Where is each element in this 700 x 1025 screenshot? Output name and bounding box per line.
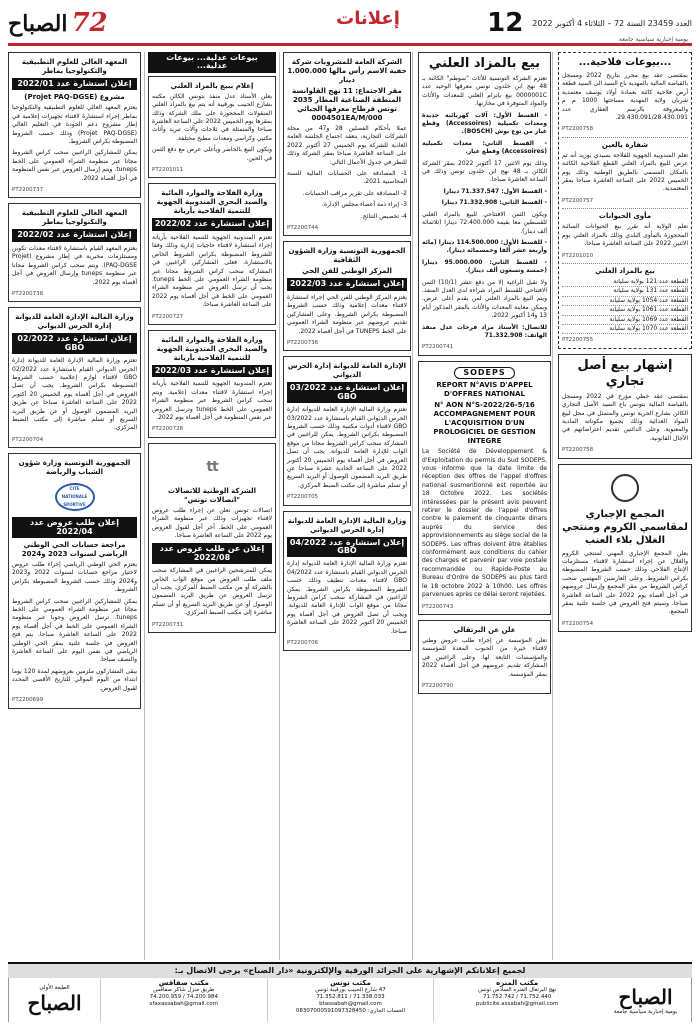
ads-columns [8, 52, 692, 960]
ad-ref: PT2200757 [562, 197, 594, 204]
ad-ref: PT2200738 [12, 290, 44, 297]
ad-text: اتصالات تونس تعلن عن إجراء طلب عروض لاقتناء تجهيزات وذلك عبر منظومة الشراء العمومي على الخط. آخر أجل لقبول العروض يوم 2022 على الساعة العاشرة صباحا. [152, 506, 272, 539]
ad-banner: إعلان استشارة عدد 2022/02 [152, 218, 272, 230]
header-left [486, 8, 692, 38]
sodeps-logo: SODEPS [454, 367, 514, 379]
header-rule [8, 43, 692, 46]
ad-text: ولا تقبل الراغبة إلا من دفع عشر (10/1) الثمن الافتتاحي للقسط المراد شراءه لدى العدل المنفذ. ويتم البيع بالمزاد العلني لمن يقدم أعلى عرض. ويمكن معاينة المعدات والأثاث بالمقر المذكور أيام 13 و14 أكتوبر 2022. [422, 278, 547, 320]
ad-subtitle: N° AON N°S-2022/26-5/16 ACCOMPAGNEMENT POUR L'ACQUISITION D'UN PROLOGICIEL DE GESTION INTEGRE [433, 401, 536, 446]
ad-title: ...بيوعات فلاحية... [578, 57, 672, 68]
ad-text: - للقسط الأول: 114.500.000 دينارا (مائة وأربعة عشر ألفا وخمسمائة دينار). [422, 238, 547, 255]
ad-box [8, 203, 141, 302]
footer-logo-name: الصباح [27, 991, 82, 1015]
ad-box [418, 620, 551, 694]
ad-title: الشركة العامة للمشروبات شركة خفية الاسم رأس مالها 1.000.000 دينار [287, 58, 407, 84]
office-address: طريق منزل شاكر صفاقس [153, 987, 215, 993]
ad-text: تعتزم وزارة المالية الإدارة العامة للديوانة إدارة الحرس الديواني القيام باستشارة عدد 02/2022 GBO لاقتناء لوازم إعلامية حسب الشروط المضبوطة بكراس الشروط. يجب أن تصل العروض في أجل أقصاه يوم الخميس 20 أكتوبر 2022 على الساعة العاشرة صباحا عن طريق البريد المضمون الوصول أو عن طريق البريد السريع أو تسلم مباشرة إلى مكتب الضبط المركزي. [12, 357, 137, 432]
column-agricultural-sales [558, 52, 692, 960]
ad-banner: إعلان طلب عروض عدد 2022/04 [12, 517, 137, 538]
ad-ref: PT2200704 [12, 436, 44, 443]
ad-ref: PT2200744 [287, 225, 319, 232]
tunisie-telecom-logo-icon: tt [206, 458, 218, 475]
office-phone: 71.752.742 / 71.752.440 [482, 994, 552, 1000]
ad-text: بمقتضى عقد بيع محرر بتاريخ 2022 ومسجل بالقباضة المالية بالمهدية باع السيد الى السيد قطعة أرض فلاحية كائنة بعمادة أولاد يوسف معتمدية شربان ولاية المهدية مساحتها 1000 م م والمعروفة بالرسم العقاري عدد 29.430.091/28.430.091. [562, 72, 688, 122]
ad-text: يمكن للمشاركين الراغبين سحب كراس الشروط مجانا عبر منظومة الشراء العمومي على الخط tuneps. ويتم إرسال العروض عبر نفس المنظومة في أجل أقصاه 2022. [12, 149, 137, 182]
ad-box [558, 464, 692, 633]
ad-text: يعلن المجمع الإجباري المهني لمنتجي الكروم والغلال عن إجراء استشارة لاقتناء مستلزمات الإنتاج الفلاحي وذلك حسب الشروط المضبوطة بكراس الشروط. وعلى العارضين المهتمين سحب كراس الشروط من مقر المجمع وإرسال عروضهم في أجل أقصاه يوم 2022 على الساعة العاشرة صباحا. وسيتم فتح العروض في جلسة علنية بمقر المجمع. [562, 549, 688, 616]
ad-ref: PT2200736 [287, 339, 319, 346]
ad-text: تعتزم المندوبية الجهوية للتنمية الفلاحية بأريانة إجراء استشارة لاقتناء معدات إعلامية. ويتم سحب كراس الشروط عبر منظومة الشراء العمومي على الخط tuneps وترسل العروض عبر نفس المنظومة في أجل أقصاه يوم 2022. [152, 380, 272, 421]
ad-ref: PT2200754 [562, 620, 594, 627]
ad-text: ويكون البيع بالحاضر وبأعلى عرض مع دفع الثمن في الحين. [152, 146, 272, 162]
ad-text: - القسط الثاني: 71.332.908 دينارا [441, 199, 547, 207]
ad-box [8, 52, 141, 198]
ad-text: 2- المصادقة على تقرير مراقب الحسابات. [302, 189, 407, 197]
office-phone: 71.352.811 / 71.338.033 [316, 994, 385, 1000]
ad-text: عملا بأحكام الفصلين 28 و47 من مجلة الشركات التجارية، ينعقد اجتماع الجلسة العامة العادية للشركة يوم الخميس 27 أكتوبر 2022 على الساعة العاشرة صباحا بمقر الشركة وذلك للنظر في جدول الأعمال التالي: [287, 125, 408, 166]
list-item: القطعة عدد 1054 بولاية سليانة [562, 297, 688, 306]
list-item: القطعة عدد 131 بولاية سليانة [562, 287, 688, 296]
ad-text: تعلم المندوبية الجهوية للفلاحة بسيدي بوزيد أنه تم عرض للبيع بالمزاد العلني القطع الفلاحية الكائنة بالمكان المسمى بالطريق الوطنية وذلك يوم الخميس 2022 على الساعة العاشرة صباحا بمقر المعتمدية. [562, 151, 688, 193]
ad-title: المجمع الإجباري لمقاسمي الكروم ومنتجي الغلال بلاء العنب [562, 508, 688, 546]
ad-text: وذلك يوم الاثنين 17 أكتوبر 2022 بمقر الشركة الكائن بـ 48 نهج ابن خلدون تونس وذلك في الساعة العاشرة صباحا. [422, 159, 548, 184]
ad-text: - القسط الأول: آلات كهربائية جديدة ومعدات تكميلية (Accessoires) وقطع غيار من نوع بوش (BOSCH). [422, 111, 547, 136]
logo-number: 72 [71, 8, 108, 38]
logo-area [422, 367, 547, 379]
footer-banner: لجميع إعلاناتكم الإشهارية على الجرائد الورقية والإلكترونية «دار الصباح» يرجى الاتصال بـ: [8, 964, 692, 978]
ad-text: La Société de Développement & d'Exploitation du permis du Sud SODEPS, vous informe que la date limite de réception des offres de l'appel d'offres national susmentionné est reportée au 18 Octobre 2022. Les sociétés intéressées par le présent avis peuvent retirer le dossier de l'appel d'offres contre le paiement de cinquante dinars auprès du service des approvisionnements au siège social de la SODEPS. Les offres doivent être établies conformément aux conditions du cahier des charges et parvenir par voie postale recommandée ou Rapide-Poste au Bureau d'Ordre de SODEPS au plus tard le 18 octobre 2022 à 10h00. Les offres parvenues après ce délai seront rejetées. [422, 448, 547, 599]
ad-ref: PT2200758 [562, 126, 594, 133]
ad-title: الإدارة العامة للديوانة إدارة الحرس الديواني [287, 362, 407, 380]
ad-text: تعلن المؤسسة عن إجراء طلب عروض وطني لاقتناء خيرة من الحبوب المعدة للمؤسسة والمؤسسات التابعة لها. وعلى الراغبين في المشاركة تقديم عروضهم في أجل أقصاه 2022 بمقر المؤسسة. [422, 636, 547, 678]
office-title: مكتب المنزه [496, 979, 539, 987]
ad-box [283, 511, 411, 652]
ad-box [418, 361, 551, 615]
ad-title: REPORT N°AVIS D'APPEL D'OFFRES NATIONAL [436, 381, 533, 399]
ad-ref: PT2200705 [287, 494, 319, 501]
divider [562, 137, 688, 138]
logo-text: CITE NATIONALE SPORTIVE [61, 485, 88, 508]
ad-ref: PT2200758 [562, 447, 594, 454]
ad-text: ويكون الثمن الافتتاحي للبيع بالمزاد العلني للقسطين معا بقيمة 72.400.000 دينارا (ثلاثمائة ألف دينار). [422, 210, 547, 235]
office-block [433, 978, 600, 1022]
ad-banner: إعلان عن طلب عروض عدد 2022/08 [152, 543, 272, 564]
ad-title: الجمهورية التونسية وزارة شؤون الشباب والرياضة [18, 459, 131, 477]
logo-tagline: يومية إخبارية سياسية جامعة [618, 36, 688, 43]
ad-text: - للقسط الثاني: 95.000.000 دينارا (خمسة وتسعون ألف دينار). [422, 258, 548, 275]
ad-text: يمكن للمترشحين الراغبين في المشاركة سحب ملف طلب العروض من موقع الواب الخاص بالشركة أو من مكتب الضبط المركزي. يجب أن ترسل العروض عن طريق البريد المضمون الوصول أو عن طريق البريد السريع أو أن تسلم مباشرة إلى مكتب الضبط المركزي. [152, 567, 272, 617]
ad-text: بمقتضى عقد خطي مؤرخ في 2022 ومسجل بالقباضة المالية بتونس باع السيد الأصل التجاري الكائن بشارع الحرية تونس والمتمثل في محل لبيع المواد الغذائية وذلك بجميع مكوناته المادية والمعنوية. وعلى الدائنين تقديم اعتراضاتهم في الآجال القانونية. [562, 392, 688, 442]
divider [562, 208, 688, 209]
ad-text: يمكن للمشاركين الراغبين سحب كراس الشروط مجانا عبر منظومة الشراء العمومي على الخط tuneps. ترسل العروض وجوبا عبر منظومة الشراء العمومي على الخط في أجل أقصاه يوم 2022 على الساعة العاشرة صباحا. يتم فتح العروض في جلسة علنية بمقر الحي الوطني الرياضي في نفس اليوم على الساعة العاشرة والنصف صباحا. [12, 597, 137, 664]
ad-text: يعتزم المعهد العالي للعلوم التطبيقية والتكنولوجيا بماطر إجراء استشارة لاقتناء تجهيزات إعلامية في إطار مشروع دعم الجودة في التعليم العالي (Projet PAQ-DGSE) وذلك حسب الشروط المضبوطة بكراس الشروط. [12, 104, 138, 146]
logo-area [12, 479, 137, 515]
list-item: القطعة عدد 1061 بولاية سليانة [562, 306, 688, 315]
footer-logo-secondary [8, 978, 100, 1022]
bank-account: الحساب الجاري: 08307000591097328450 [295, 1008, 406, 1014]
issue-meta: العدد 23459 السنة 72 – الثلاثاء 4 أكتوبر 2022 [532, 18, 692, 28]
section-banner: بيوعات عدلية... بيوعات عدلية... [148, 52, 276, 73]
ad-box [8, 453, 141, 708]
ad-box [558, 52, 692, 349]
ad-ref: PT2200728 [152, 426, 184, 433]
ad-title: وزارة الفلاحة والموارد المائية والصيد البحري المندوبية الجهوية للتنمية الفلاحية بأريانة [156, 335, 268, 362]
list-item: القطعة عدد 1069 بولاية سليانة [562, 316, 688, 325]
list-item: القطعة عدد 1070 بولاية سليانة [562, 325, 688, 334]
footer-logo [600, 978, 692, 1022]
ad-ref: PT2200737 [12, 187, 44, 194]
ad-title: إعلام ببيع بالمزاد العلني [170, 81, 254, 90]
ad-banner: إعلان استشارة عدد 2022/02 [12, 229, 137, 241]
ad-ref: PT2200706 [287, 640, 319, 647]
ad-ref: PT2200731 [152, 621, 184, 628]
office-address: 47 شارع الحبيب بورقيبة تونس [315, 987, 386, 993]
ad-text: - القسط الثاني: معدات تكميلية (Accessoires) وقطع غيار. [422, 139, 547, 156]
ad-box [148, 330, 276, 438]
ad-box [148, 443, 276, 633]
ad-title: بيع بالمزاد العلني [428, 56, 541, 71]
column-tenders [8, 52, 141, 960]
page-number: 12 [487, 8, 524, 38]
ad-subtitle: شفارة بالعين [601, 140, 649, 149]
office-block [100, 978, 267, 1022]
ad-subtitle: بيع بالمزاد العلني [595, 266, 655, 275]
ad-banner: إعلان استشارة عدد 2022/03 [152, 365, 272, 377]
ad-text: يبقى المشاركون ملزمين بعروضهم لمدة 120 يوما ابتداء من اليوم الموالي للتاريخ الأقصى المحدد لقبول العروض. [12, 667, 138, 692]
emblem-icon [611, 474, 639, 502]
ad-ref: PT2200755 [562, 337, 594, 344]
ad-text: تعتزم الشركة التونسية للأثاث "سوطم" الكائنة بـ 48 نهج ابن خلدون تونس معرفها الوحيد عدد 0000001C بيع باتزام العلني للمعدات والأثاث والمواد المتوفرة في مخازنها. [422, 75, 547, 108]
ad-title: علن عن البرتقالي [453, 625, 516, 634]
ad-text: يعلن الأستاذ عدل منفذ بتونس الكائن مكتبه بشارع الحبيب بورقيبة أنه يتم بيع بالمزاد العلني المنقولات المحجوزة على ملك الشركة وذلك بمقرها يوم الخميس 2022 على الساعة العاشرة صباحا والمتمثلة في ثلاجات وآلات تبريد وأثاث مكتبي وكراسي ومعدات مطبخ مختلفة. [152, 92, 273, 142]
ad-box [148, 183, 276, 324]
ad-ref: PT2200743 [422, 603, 454, 610]
column-auction [418, 52, 551, 960]
ad-box [558, 354, 692, 459]
office-block [267, 978, 434, 1022]
ad-box [418, 52, 551, 356]
ad-subtitle: مشروع (Projet PAQ-DGSE) [24, 93, 125, 102]
ad-ref: PT2200699 [12, 697, 44, 704]
ad-title: الشركة الوطنية للاتصالات "اتصالات تونس" [167, 486, 256, 504]
cite-sportive-logo-icon [55, 483, 95, 511]
office-title: مكتب تونس [330, 979, 371, 987]
ad-text: تعتزم وزارة المالية الإدارة العامة للديوانة إدارة الحرس الديواني القيام باستشارة عدد 04/2022 GBO لاقتناء معدات تنظيف وذلك حسب الشروط المضبوطة بكراس الشروط. يمكن للراغبين في المشاركة سحب كراس الشروط مجانا من موقع الواب للإدارة العامة للديوانة. ويجب أن تصل العروض في أجل أقصاه يوم الخميس 20 أكتوبر 2022 على الساعة العاشرة صباحا. [287, 560, 407, 635]
ad-text: تعلم الولاية أنه تقرر بيع الحيوانات السائبة المحجوزة بالمأوى البلدي وذلك بالمزاد العلني يوم الاثنين 2022 على الساعة العاشرة صباحا. [562, 223, 688, 248]
page-header [8, 6, 692, 43]
ad-text: 1- المصادقة على الحسابات المالية للسنة المحاسبية 2021. [287, 170, 407, 186]
ad-title: المعهد العالي للعلوم التطبيقية والتكنولوجيا بماطر [21, 209, 128, 227]
list-item: القطعة عدد 121 بولاية سليانة [562, 278, 688, 287]
office-title: مكتب صفاقس [158, 979, 209, 987]
ad-title: إشهار بيع أصل تجاري [577, 357, 673, 389]
ad-box [8, 307, 141, 448]
divider [562, 263, 688, 264]
page-footer [8, 962, 692, 1020]
ad-text: - القسط الأول: 71.337.547 دينارا [443, 187, 547, 195]
ad-banner: إعلان استشارة عدد 04/2022 GBO [287, 537, 407, 558]
masthead-logo [8, 8, 108, 38]
ad-banner: إعلان استشارة عدد 02/2022 GBO [12, 333, 137, 354]
section-title: إعلانات [336, 8, 400, 29]
ad-text: يعتزم المركز الوطني للفن الحي إجراء استشارة لاقتناء معدات إعلامية وذلك حسب الشروط المضبوطة بكراس الشروط. وعلى المشاركين تقديم عروضهم عبر منظومة الشراء العمومي على الخط TUNEPS في أجل أقصاه 2022. [287, 293, 407, 335]
office-email[interactable]: btassabah@gmail.com [319, 1001, 382, 1007]
ad-title: الجمهورية التونسية وزارة الشؤون الثقافية [288, 247, 406, 265]
column-notices [283, 52, 411, 960]
ad-ref: PT2200727 [152, 313, 184, 320]
ad-text: يعتزم المعهد القيام باستشارة لاقتناء معدات تكوين ومستلزمات مخبرية في إطار مشروع (Projet PAQ-DGSE). ويتم سحب كراس الشروط مجانا عبر منظومة tuneps وإرسال العروض في أجل أقصاه يوم 2022. [12, 244, 137, 286]
office-phone: 74.200.959 / 74.200.984 [149, 994, 218, 1000]
logo-name: الصباح [8, 11, 68, 37]
logo-area [562, 470, 688, 506]
ad-text: يعتزم الحي الوطني الرياضي إجراء طلب عروض لاختيار مراجع حسابات لسنوات 2022 و2023 و2024 وذلك حسب الشروط المضبوطة بكراس الشروط. [12, 561, 137, 594]
footer-logo-name: الصباح [618, 985, 673, 1009]
office-email[interactable]: publicite.assabah@gmail.com [475, 1001, 559, 1007]
ad-text: 3- إبراء ذمة أعضاء مجلس الإدارة. [322, 201, 407, 209]
ad-text: 4- تخصيص النتائج. [360, 212, 407, 220]
column-judicial-sales [148, 52, 276, 960]
ad-ref: PT2200741 [422, 344, 454, 351]
logo-area [152, 449, 272, 485]
ad-contact: للاتصال: الأستاذ مراد فرحات عدل منفذ الهاتف: 71.332.908 [422, 323, 547, 339]
ad-title: وزارة الفلاحة والموارد المائية والصيد البحري المندوبية الجهوية للتنمية الفلاحية بأريانة [156, 189, 268, 216]
ad-subtitle: المركز الوطني للفن الحي [302, 267, 392, 276]
ad-banner: إعلان استشارة عدد 2022/01 [12, 78, 137, 90]
office-address: نهج البرتغال المنزه السادس تونس [478, 987, 557, 993]
ad-banner: إعلان استشارة عدد 2022/03 [287, 278, 407, 290]
ad-box [283, 356, 411, 505]
ad-ref: PT2200790 [422, 682, 454, 689]
ad-banner: إعلان استشارة عدد 03/2022 GBO [287, 382, 407, 403]
footer-body [8, 978, 692, 1022]
ad-box [283, 52, 411, 236]
ad-box [148, 76, 276, 179]
ad-title: المعهد العالي للعلوم التطبيقية والتكنولوجيا بماطر [21, 58, 128, 75]
ad-subtitle: مقر الاجتماع: 11 نهج القلوانسة المنطقة الصناعية المطار 2035 تونس قرطاج معرفها الجبائي 0004501EA/M/000 [292, 87, 402, 122]
ad-text: تعتزم المندوبية الجهوية للتنمية الفلاحية بأريانة إجراء استشارة لاقتناء حاجيات إدارية وذلك وفقا للشروط المضبوطة بكراس الشروط الخاص بالاستشارة. فعلى المشاركين الراغبين في المشاركة سحب كراس الشروط مجانا عبر منظومة الشراء العمومي على الخط tuneps. يجب أن ترسل العروض عبر منظومة الشراء العمومي على الخط في أجل أقصاه يوم 2022 على الساعة العاشرة صباحا. [152, 233, 272, 309]
ad-text: تعتزم وزارة المالية الإدارة العامة للديوانة إدارة الحرس الديواني القيام باستشارة عدد 03/2022 GBO لاقتناء أدوات مكتبية وذلك حسب الشروط المضبوطة بكراس الشروط. يمكن للراغبين في المشاركة سحب كراس الشروط مجانا من موقع الواب للإدارة العامة للديوانة. يجب أن تصل العروض في أجل أقصاه يوم الخميس 20 أكتوبر 2022 على الساعة الحادية عشرة صباحا عن طريق البريد المضمون الوصول أو البريد السريع أو تسلم مباشرة إلى مكتب الضبط المركزي. [287, 406, 408, 489]
office-email[interactable]: sfaxassabah@gmail.com [149, 1001, 219, 1007]
ad-subtitle: مراجعة حسابات الحي الوطني الرياضي لسنوات 2023 و2024 [21, 541, 128, 558]
ad-ref: PT2201011 [152, 167, 184, 174]
footer-logo-tagline: يومية إخبارية سياسية جامعة [613, 1009, 678, 1015]
ad-ref: PT2201010 [562, 252, 594, 259]
lot-list [562, 278, 688, 334]
ad-title: وزارة المالية الإدارة العامة للديوانة إدارة الحرس الديواني [15, 313, 134, 331]
footer-logo-label: الطبعة الأولى [39, 985, 70, 991]
ad-title: وزارة المالية الإدارة العامة للديوانة إدارة الحرس الديواني [287, 516, 407, 534]
ad-box [283, 241, 411, 351]
ad-subtitle: مأوى الحيوانات [598, 212, 652, 221]
